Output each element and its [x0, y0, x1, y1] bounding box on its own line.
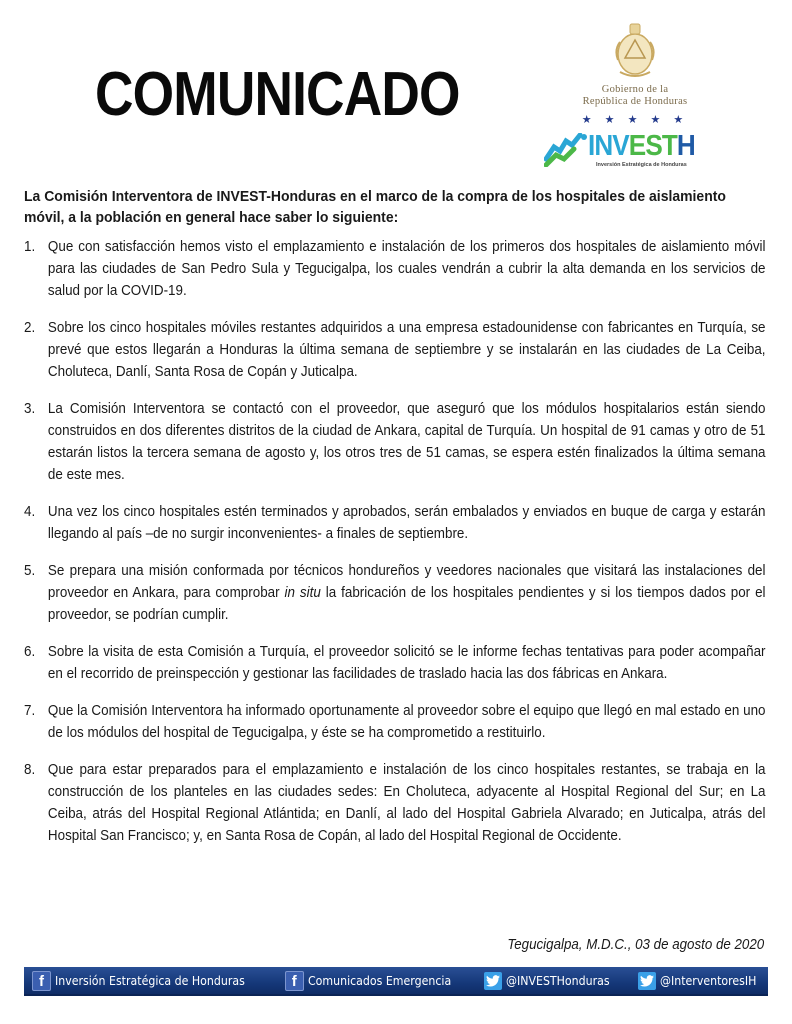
- list-item: [24, 398, 766, 486]
- item-number: 7.: [24, 703, 36, 719]
- facebook-icon: f: [285, 971, 304, 991]
- item-text: Se prepara una misión conformada por técnicos hondureños y veedores nacionales que visitará las instalaciones del proveedor en Ankara, para comprobar in situ la fabricación de los hospitales pendientes y si los tiempos dados por el proveedor, se podrían cumplir.: [47, 563, 766, 623]
- item-number: 8.: [24, 762, 36, 778]
- item-number: 5.: [24, 563, 36, 579]
- logos: [540, 18, 740, 168]
- twitter-icon: [638, 972, 656, 990]
- item-text: Que para estar preparados para el emplazamiento e instalación de los cinco hospitales restantes, se trabaja en la construcción de los planteles en las ciudades sedes: En Choluteca, adyacente al Hospital Regional del Sur; en La Ceiba, atrás del Hospital Regional Atlántida; en Danlí, al lado del Hospital Gabriela Alvarado; en Juticalpa, atrás del Hospital San Francisco; y, en Santa Rosa de Copán, al lado del Hospital Regional de Occidente.: [47, 762, 766, 844]
- social-link-twitter-interventores[interactable]: [638, 972, 770, 990]
- list-item: [24, 501, 766, 545]
- stars-icon: ★ ★ ★ ★ ★: [581, 114, 689, 126]
- government-line-1: Gobierno de la: [601, 84, 669, 95]
- intro-paragraph: La Comisión Interventora de INVEST-Honduras en el marco de la compra de los hospitales de aislamiento móvil, a la población en general hace saber lo siguiente:: [24, 188, 726, 226]
- social-footer-bar: [24, 967, 768, 996]
- item-number: 4.: [24, 504, 36, 520]
- invest-arrow-icon: [544, 133, 588, 167]
- item-text: Que con satisfacción hemos visto el emplazamiento e instalación de los primeros dos hospitales de aislamiento móvil para las ciudades de San Pedro Sula y Tegucigalpa, los cuales vendrán a cubrir la alta demanda en los servicios de salud por la COVID-19.: [47, 239, 766, 299]
- social-label: @InterventoresIH: [660, 973, 757, 988]
- list-item: [24, 560, 766, 626]
- item-text: Sobre la visita de esta Comisión a Turquía, el proveedor solicitó se le informe fechas tentativas para poder acompañar en el recorrido de preinspección y gestionar las facilidades de traslado hacia las dos fábricas en Ankara.: [47, 644, 766, 682]
- item-text: Que la Comisión Interventora ha informado oportunamente al proveedor sobre el equipo que llegó en mal estado en uno de los módulos del hospital de Tegucigalpa, y éste se ha comprometido a restituirlo.: [47, 703, 766, 741]
- item-number: 3.: [24, 401, 36, 417]
- invest-logo: [544, 130, 734, 173]
- statement-list: [24, 236, 766, 862]
- item-text: Sobre los cinco hospitales móviles restantes adquiridos a una empresa estadounidense con fabricantes en Turquía, se prevé que estos llegarán a Honduras la última semana de septiembre y se instalarán en las ciudades de La Ceiba, Choluteca, Danlí, Santa Rosa de Copán y Juticalpa.: [47, 320, 766, 380]
- social-label: Comunicados Emergencia: [307, 973, 451, 988]
- list-item: [24, 759, 766, 847]
- twitter-icon: [484, 972, 502, 990]
- social-link-facebook-comunicados[interactable]: [285, 971, 471, 991]
- list-item: [24, 641, 766, 685]
- government-line-2: República de Honduras: [582, 96, 688, 107]
- list-item: [24, 236, 766, 302]
- social-link-twitter-investhonduras[interactable]: [484, 972, 624, 990]
- list-item: [24, 317, 766, 383]
- item-number: 6.: [24, 644, 36, 660]
- item-number: 1.: [24, 239, 36, 255]
- invest-wordmark: INVESTH: [588, 130, 695, 162]
- invest-subtitle: Inversión Estratégica de Honduras: [596, 162, 687, 168]
- item-text: Una vez los cinco hospitales estén terminados y aprobados, serán embalados y enviados en buque de carga y estarán llegando al país –de no surgir inconvenientes- a finales de septiembre.: [47, 504, 766, 542]
- date-line: Tegucigalpa, M.D.C., 03 de agosto de 2020: [507, 937, 764, 953]
- honduras-coat-of-arms-icon: [612, 20, 658, 80]
- item-number: 2.: [24, 320, 36, 336]
- item-text: La Comisión Interventora se contactó con el proveedor, que aseguró que los módulos hospitalarios están siendo construidos en dos diferentes distritos de la ciudad de Ankara, capital de Turquía. Un hospital de 91 camas y otro de 51 estarán listos la tercera semana de agosto y, los otros tres de 51 camas, se espera estén finalizados la última semana de este mes.: [47, 401, 766, 483]
- government-name: [540, 84, 730, 108]
- facebook-icon: f: [32, 971, 51, 991]
- page-title: COMUNICADO: [95, 60, 460, 129]
- social-label: Inversión Estratégica de Honduras: [55, 973, 245, 988]
- social-link-facebook-invest[interactable]: [32, 971, 271, 991]
- list-item: [24, 700, 766, 744]
- social-label: @INVESTHonduras: [506, 973, 611, 988]
